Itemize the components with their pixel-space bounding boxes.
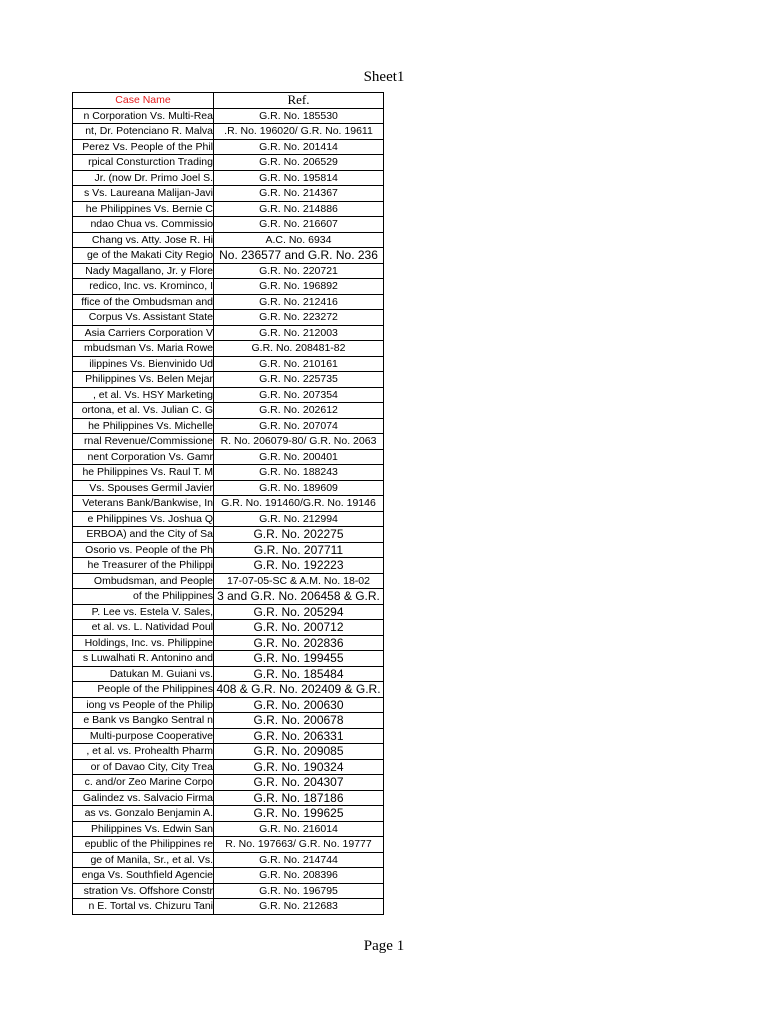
- case-name-cell: , et al. Vs. HSY Marketing: [73, 387, 214, 403]
- ref-cell: G.R. No. 201414: [214, 139, 384, 155]
- case-name-cell: Datukan M. Guiani vs.: [73, 666, 214, 682]
- table-row: [73, 279, 384, 295]
- ref-cell: G.R. No. 199455: [214, 651, 384, 667]
- table-row: [73, 248, 384, 264]
- ref-cell: G.R. No. 206529: [214, 155, 384, 171]
- ref-cell: G.R. No. 202275: [214, 527, 384, 543]
- case-name-cell: ndao Chua vs. Commissio: [73, 217, 214, 233]
- ref-cell: G.R. No. 207074: [214, 418, 384, 434]
- table-row: [73, 217, 384, 233]
- ref-cell: G.R. No. 216014: [214, 821, 384, 837]
- ref-cell: 3 and G.R. No. 206458 & G.R.: [214, 589, 384, 605]
- ref-cell: G.R. No. 214367: [214, 186, 384, 202]
- case-name-cell: ERBOA) and the City of Sa: [73, 527, 214, 543]
- ref-cell: G.R. No. 188243: [214, 465, 384, 481]
- case-name-cell: ortona, et al. Vs. Julian C. G: [73, 403, 214, 419]
- ref-cell: 408 & G.R. No. 202409 & G.R.: [214, 682, 384, 698]
- case-name-cell: Corpus Vs. Assistant State: [73, 310, 214, 326]
- ref-cell: G.R. No. 202836: [214, 635, 384, 651]
- case-name-cell: rnal Revenue/Commissione: [73, 434, 214, 450]
- ref-cell: R. No. 206079-80/ G.R. No. 2063: [214, 434, 384, 450]
- case-name-cell: n E. Tortal vs. Chizuru Tani: [73, 899, 214, 915]
- ref-cell: G.R. No. 207711: [214, 542, 384, 558]
- table-row: [73, 837, 384, 853]
- table-row: [73, 899, 384, 915]
- header-case-name: Case Name: [73, 93, 214, 109]
- table-row: [73, 651, 384, 667]
- case-name-cell: Jr. (now Dr. Primo Joel S.: [73, 170, 214, 186]
- table-row: [73, 480, 384, 496]
- ref-cell: G.R. No. 225735: [214, 372, 384, 388]
- case-name-cell: he Philippines Vs. Bernie C: [73, 201, 214, 217]
- case-name-cell: ge of Manila, Sr., et al. Vs.: [73, 852, 214, 868]
- ref-cell: G.R. No. 196892: [214, 279, 384, 295]
- table-row: [73, 465, 384, 481]
- case-name-cell: Multi-purpose Cooperative: [73, 728, 214, 744]
- ref-cell: G.R. No. 189609: [214, 480, 384, 496]
- ref-cell: G.R. No. 208396: [214, 868, 384, 884]
- page-footer: Page 1: [363, 938, 405, 954]
- table-row: [73, 310, 384, 326]
- case-name-cell: he Philippines Vs. Michelle: [73, 418, 214, 434]
- case-name-cell: as vs. Gonzalo Benjamin A.: [73, 806, 214, 822]
- case-name-cell: or of Davao City, City Trea: [73, 759, 214, 775]
- ref-cell: A.C. No. 6934: [214, 232, 384, 248]
- table-row: [73, 573, 384, 589]
- table-row: [73, 713, 384, 729]
- case-table: [72, 92, 384, 915]
- table-row: [73, 868, 384, 884]
- case-name-cell: Philippines Vs. Belen Mejar: [73, 372, 214, 388]
- case-name-cell: Nady Magallano, Jr. y Flore: [73, 263, 214, 279]
- case-name-cell: of the Philippines: [73, 589, 214, 605]
- ref-cell: 17-07-05-SC & A.M. No. 18-02: [214, 573, 384, 589]
- table-row: [73, 139, 384, 155]
- table-row: [73, 806, 384, 822]
- case-name-cell: c. and/or Zeo Marine Corpo: [73, 775, 214, 791]
- header-ref: Ref.: [214, 93, 384, 109]
- case-name-cell: nent Corporation Vs. Gamr: [73, 449, 214, 465]
- case-name-cell: nt, Dr. Potenciano R. Malva: [73, 124, 214, 140]
- table-row: [73, 186, 384, 202]
- table-row: [73, 666, 384, 682]
- table-row: [73, 170, 384, 186]
- case-name-cell: Asia Carriers Corporation V: [73, 325, 214, 341]
- case-name-cell: n Corporation Vs. Multi-Rea: [73, 108, 214, 124]
- ref-cell: G.R. No. 214744: [214, 852, 384, 868]
- table-row: [73, 496, 384, 512]
- table-row: [73, 155, 384, 171]
- case-name-cell: Veterans Bank/Bankwise, In: [73, 496, 214, 512]
- table-row: [73, 759, 384, 775]
- case-name-cell: ffice of the Ombudsman and: [73, 294, 214, 310]
- table-row: [73, 449, 384, 465]
- table-row: [73, 341, 384, 357]
- table-row: [73, 883, 384, 899]
- ref-cell: G.R. No. 212416: [214, 294, 384, 310]
- ref-cell: G.R. No. 190324: [214, 759, 384, 775]
- ref-cell: G.R. No. 207354: [214, 387, 384, 403]
- table-row: [73, 263, 384, 279]
- table-header-row: [73, 93, 384, 109]
- table-row: [73, 387, 384, 403]
- table-row: [73, 558, 384, 574]
- ref-cell: G.R. No. 199625: [214, 806, 384, 822]
- table-row: [73, 418, 384, 434]
- table-row: [73, 589, 384, 605]
- case-name-cell: stration Vs. Offshore Constr: [73, 883, 214, 899]
- table-row: [73, 542, 384, 558]
- ref-cell: .R. No. 196020/ G.R. No. 19611: [214, 124, 384, 140]
- table-row: [73, 294, 384, 310]
- ref-cell: G.R. No. 214886: [214, 201, 384, 217]
- ref-cell: G.R. No. 187186: [214, 790, 384, 806]
- case-name-cell: Perez Vs. People of the Phil: [73, 139, 214, 155]
- table-row: [73, 744, 384, 760]
- ref-cell: G.R. No. 209085: [214, 744, 384, 760]
- table-row: [73, 232, 384, 248]
- table-row: [73, 108, 384, 124]
- table-row: [73, 403, 384, 419]
- ref-cell: G.R. No. 202612: [214, 403, 384, 419]
- table-row: [73, 201, 384, 217]
- table-row: [73, 697, 384, 713]
- ref-cell: G.R. No. 192223: [214, 558, 384, 574]
- case-name-cell: enga Vs. Southfield Agencie: [73, 868, 214, 884]
- ref-cell: G.R. No. 210161: [214, 356, 384, 372]
- case-name-cell: redico, Inc. vs. Krominco, I: [73, 279, 214, 295]
- ref-cell: R. No. 197663/ G.R. No. 19777: [214, 837, 384, 853]
- table-row: [73, 124, 384, 140]
- sheet-title: Sheet1: [363, 69, 405, 85]
- ref-cell: G.R. No. 200678: [214, 713, 384, 729]
- ref-cell: G.R. No. 200712: [214, 620, 384, 636]
- case-name-cell: ge of the Makati City Regio: [73, 248, 214, 264]
- case-name-cell: Galindez vs. Salvacio Firma: [73, 790, 214, 806]
- case-name-cell: e Philippines Vs. Joshua Q: [73, 511, 214, 527]
- ref-cell: G.R. No. 223272: [214, 310, 384, 326]
- ref-cell: G.R. No. 212994: [214, 511, 384, 527]
- case-name-cell: s Vs. Laureana Malijan-Javi: [73, 186, 214, 202]
- ref-cell: G.R. No. 208481-82: [214, 341, 384, 357]
- ref-cell: G.R. No. 200630: [214, 697, 384, 713]
- ref-cell: No. 236577 and G.R. No. 236: [214, 248, 384, 264]
- case-name-cell: epublic of the Philippines re: [73, 837, 214, 853]
- case-name-cell: Philippines Vs. Edwin San: [73, 821, 214, 837]
- case-name-cell: mbudsman Vs. Maria Rowe: [73, 341, 214, 357]
- table-row: [73, 511, 384, 527]
- ref-cell: G.R. No. 212683: [214, 899, 384, 915]
- case-name-cell: et al. vs. L. Natividad Poul: [73, 620, 214, 636]
- ref-cell: G.R. No. 200401: [214, 449, 384, 465]
- table-row: [73, 325, 384, 341]
- table-row: [73, 821, 384, 837]
- case-name-cell: Vs. Spouses Germil Javier: [73, 480, 214, 496]
- ref-cell: G.R. No. 220721: [214, 263, 384, 279]
- table-row: [73, 434, 384, 450]
- case-name-cell: P. Lee vs. Estela V. Sales,: [73, 604, 214, 620]
- table-row: [73, 790, 384, 806]
- table-row: [73, 604, 384, 620]
- case-name-cell: Ombudsman, and People: [73, 573, 214, 589]
- table-row: [73, 527, 384, 543]
- case-name-cell: People of the Philippines: [73, 682, 214, 698]
- ref-cell: G.R. No. 206331: [214, 728, 384, 744]
- ref-cell: G.R. No. 205294: [214, 604, 384, 620]
- table-row: [73, 356, 384, 372]
- case-name-cell: iong vs People of the Philip: [73, 697, 214, 713]
- ref-cell: G.R. No. 185530: [214, 108, 384, 124]
- case-name-cell: rpical Consturction Trading: [73, 155, 214, 171]
- case-name-cell: , et al. vs. Prohealth Pharm: [73, 744, 214, 760]
- table-row: [73, 852, 384, 868]
- case-name-cell: e Bank vs Bangko Sentral n: [73, 713, 214, 729]
- ref-cell: G.R. No. 196795: [214, 883, 384, 899]
- table-row: [73, 635, 384, 651]
- ref-cell: G.R. No. 185484: [214, 666, 384, 682]
- case-name-cell: he Treasurer of the Philippi: [73, 558, 214, 574]
- ref-cell: G.R. No. 204307: [214, 775, 384, 791]
- ref-cell: G.R. No. 195814: [214, 170, 384, 186]
- table-row: [73, 620, 384, 636]
- case-name-cell: he Philippines Vs. Raul T. M: [73, 465, 214, 481]
- table-row: [73, 682, 384, 698]
- case-name-cell: s Luwalhati R. Antonino and: [73, 651, 214, 667]
- table-row: [73, 728, 384, 744]
- ref-cell: G.R. No. 212003: [214, 325, 384, 341]
- table-row: [73, 372, 384, 388]
- case-name-cell: Holdings, Inc. vs. Philippine: [73, 635, 214, 651]
- case-name-cell: Chang vs. Atty. Jose R. Hi: [73, 232, 214, 248]
- table-row: [73, 775, 384, 791]
- ref-cell: G.R. No. 191460/G.R. No. 19146: [214, 496, 384, 512]
- case-name-cell: ilippines Vs. Bienvinido Ud: [73, 356, 214, 372]
- case-name-cell: Osorio vs. People of the Ph: [73, 542, 214, 558]
- ref-cell: G.R. No. 216607: [214, 217, 384, 233]
